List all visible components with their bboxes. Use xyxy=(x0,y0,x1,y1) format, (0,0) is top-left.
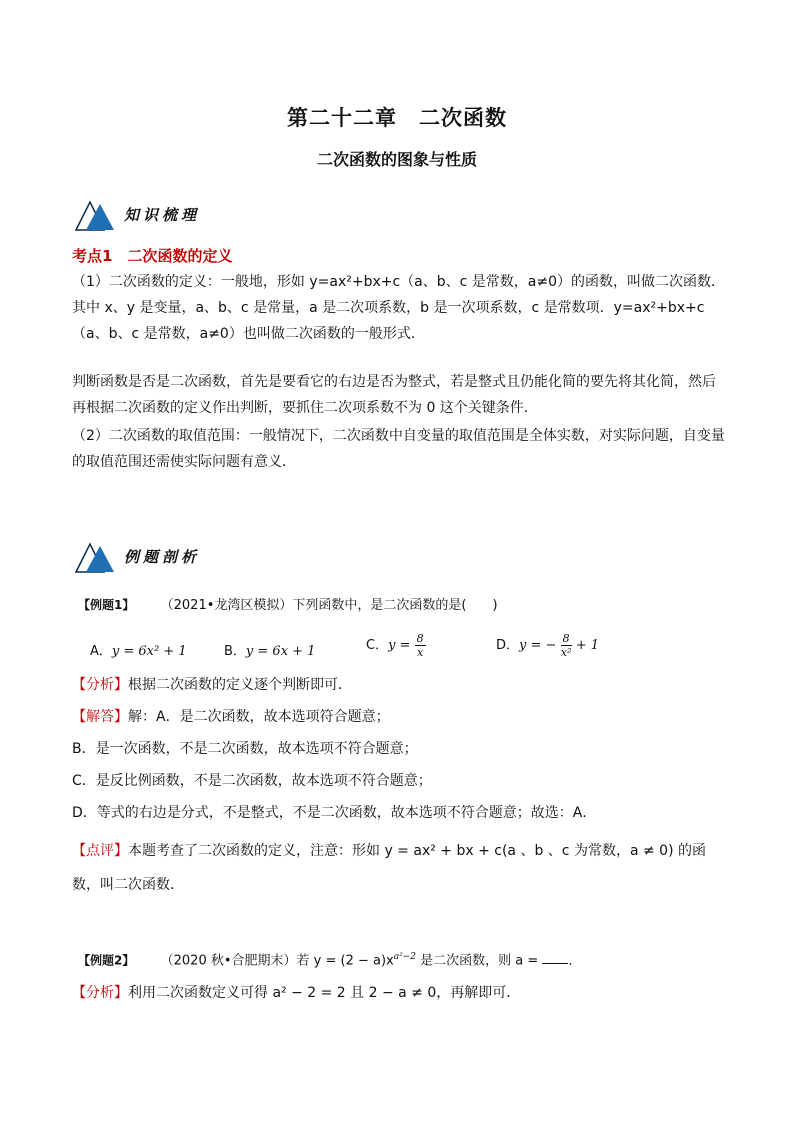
banner-title: 例题剖析 xyxy=(124,548,201,566)
ex1-answer-b: B．是一次函数，不是二次函数，故本选项不符合题意； xyxy=(72,741,418,757)
chapter-title: 第二十二章 二次函数 xyxy=(287,106,507,130)
ex1-analysis: 【分析】根据二次函数的定义逐个判断即可． xyxy=(72,677,352,693)
fraction: $\frac{8}{x}$ xyxy=(416,632,424,659)
option-b: B．y = 6x + 1 xyxy=(224,644,316,659)
kp1-paragraph-1: （1）二次函数的定义：一般地，形如 y=ax²+bx+c（a、b、c 是常数，a≠0）的函数，叫做二次函数．其中 x、y 是变量，a、b、c 是常量，a 是二次项系数，b 是一次项系数，c 是常数项．y=ax²+bx+c（a、b、c 是常数，a≠0）也叫做二次函数的一般形式． xyxy=(72,274,726,342)
ex1-answer: 【解答】解：A．是二次函数，故本选项符合题意； xyxy=(72,709,390,725)
ex1-question: （2021•龙湾区模拟）下列函数中，是二次函数的是( ) xyxy=(160,598,498,613)
section-title: 二次函数的图象与性质 xyxy=(316,150,477,169)
option-d: D．y = − $\frac{8}{\text{x²}}$ + 1 xyxy=(496,632,599,659)
fraction: $\frac{8}{\text{x²}}$ xyxy=(560,632,572,659)
kp1-title: 考点1 二次函数的定义 xyxy=(72,247,233,265)
answer-blank[interactable] xyxy=(542,963,568,964)
ex1-options xyxy=(90,632,710,668)
ex1-comment: 【点评】本题考查了二次函数的定义，注意：形如 y = ax² + bx + c(a 、b 、c 为常数，a ≠ 0) 的函数，叫二次函数． xyxy=(72,843,706,893)
ex2-analysis: 【分析】利用二次函数定义可得 a² − 2 = 2 且 2 − a ≠ 0，再解即可． xyxy=(72,985,521,1001)
triangle-logo-icon xyxy=(72,538,122,574)
option-a: A．y = 6x² + 1 xyxy=(90,644,187,659)
ex1-answer-d: D．等式的右边是分式，不是整式，不是二次函数，故本选项不符合题意；故选：A． xyxy=(72,805,597,821)
knowledge-banner xyxy=(72,196,372,232)
ex2-label: 【例题2】 xyxy=(78,953,135,968)
option-c: C．y = $\frac{8}{x}$ xyxy=(366,632,424,659)
ex1-label: 【例题1】 xyxy=(78,598,135,612)
ex1-answer-c: C．是反比例函数，不是二次函数，故本选项不符合题意； xyxy=(72,773,432,789)
banner-title: 知识梳理 xyxy=(124,206,201,224)
kp1-paragraph-3: （2）二次函数的取值范围：一般情况下，二次函数中自变量的取值范围是全体实数，对实际问题，自变量的取值范围还需使实际问题有意义． xyxy=(72,428,725,470)
ex1-stem xyxy=(78,592,733,619)
ex2-stem: 【例题2】 （2020 秋•合肥期末）若 $y = (2 - a)x^{a^2-2}$ 是二次函数，则 a = ． xyxy=(78,952,582,969)
kp1-paragraph-2: 判断函数是否是二次函数，首先是要看它的右边是否为整式，若是整式且仍能化简的要先将其化简，然后再根据二次函数的定义作出判断，要抓住二次项系数不为 0 这个关键条件． xyxy=(72,374,716,416)
triangle-logo-icon xyxy=(72,196,122,232)
examples-banner xyxy=(72,538,372,574)
